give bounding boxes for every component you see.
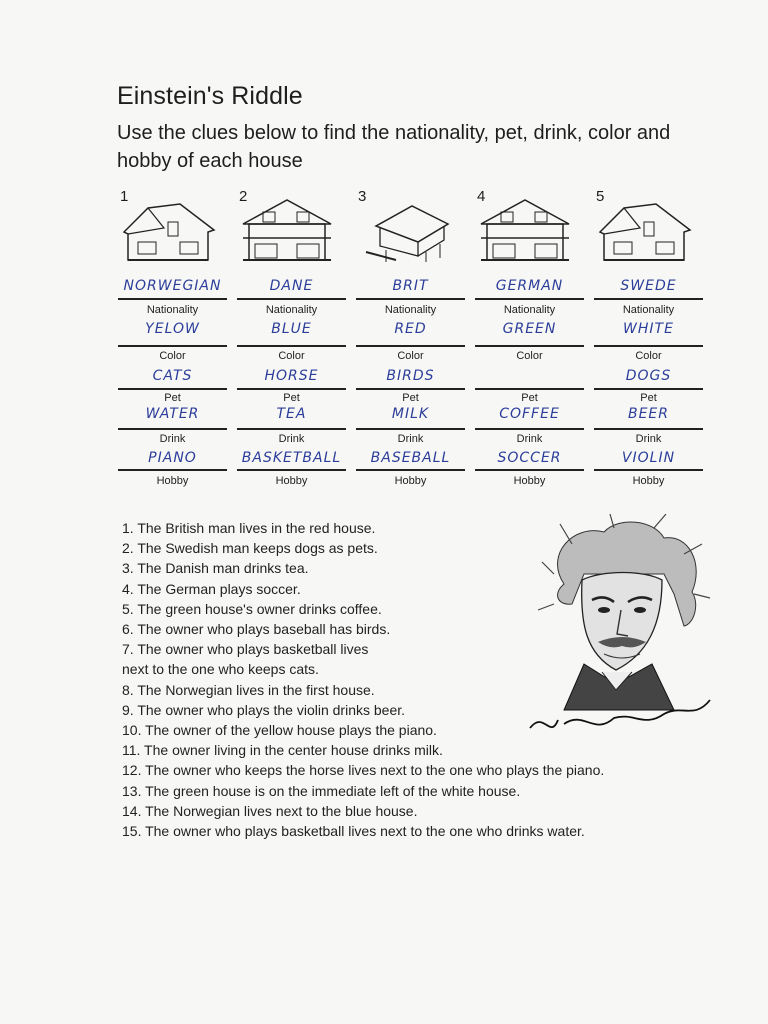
clue-item: 3. The Danish man drinks tea. [122, 560, 309, 577]
color-answer: GREEN [502, 321, 557, 337]
answer-line [356, 469, 465, 471]
answer-line [237, 469, 346, 471]
color-answer: YELOW [145, 321, 200, 337]
answer-line [118, 388, 227, 390]
house-number: 5 [596, 188, 605, 205]
answer-line [356, 428, 465, 430]
pet-answer: DOGS [625, 368, 672, 384]
house-icon [475, 194, 575, 264]
answer-line [356, 298, 465, 300]
pet-answer: BIRDS [386, 368, 435, 384]
answer-line [594, 298, 703, 300]
hobby-answer: SOCCER [497, 450, 562, 466]
answer-line [594, 469, 703, 471]
einstein-portrait [524, 514, 714, 744]
pet-label: Pet [283, 392, 300, 404]
pet-label: Pet [640, 392, 657, 404]
answer-line [237, 428, 346, 430]
drink-answer: MILK [391, 406, 430, 422]
color-answer: BLUE [271, 321, 312, 337]
color-label: Color [278, 350, 305, 362]
answer-line [118, 469, 227, 471]
hobby-label: Hobby [394, 475, 427, 487]
answer-line [594, 345, 703, 347]
drink-label: Drink [635, 433, 662, 445]
pet-answer [475, 368, 584, 390]
drink-label: Drink [159, 433, 186, 445]
clue-item: 5. The green house's owner drinks coffee. [122, 600, 382, 617]
house-number: 1 [120, 188, 129, 205]
house-icon [237, 194, 337, 264]
clue-item: 13. The green house is on the immediate left of the white house. [122, 782, 521, 799]
answer-line [594, 428, 703, 430]
clue-item: 12. The owner who keeps the horse lives next to the one who plays the piano. [122, 762, 605, 779]
page-title: Einstein's Riddle [117, 82, 303, 110]
clue-item: 9. The owner who plays the violin drinks beer. [122, 701, 406, 718]
answer-line [594, 388, 703, 390]
hobby-answer: PIANO [148, 450, 197, 466]
color-label: Color [635, 350, 662, 362]
house-column-2 [237, 186, 346, 496]
drink-answer: BEER [627, 406, 670, 422]
riddle-grid [118, 186, 704, 496]
nationality-label: Nationality [622, 304, 675, 316]
color-answer: WHITE [623, 321, 674, 337]
color-label: Color [397, 350, 424, 362]
house-icon [594, 194, 694, 264]
clue-item: 15. The owner who plays basketball lives next to the one who drinks water. [122, 823, 585, 840]
nationality-answer: SWEDE [620, 278, 677, 294]
hobby-answer: BASKETBALL [241, 450, 342, 466]
clue-item: 1. The British man lives in the red house. [122, 520, 376, 536]
hobby-label: Hobby [513, 475, 546, 487]
answer-line [475, 469, 584, 471]
pet-answer: CATS [152, 368, 193, 384]
pet-label: Pet [164, 392, 181, 404]
color-answer: RED [394, 321, 427, 337]
house-column-4 [475, 186, 584, 496]
drink-answer: TEA [276, 406, 307, 422]
house-number: 3 [358, 188, 367, 205]
clue-item: 8. The Norwegian lives in the first house. [122, 681, 375, 698]
clue-item: 6. The owner who plays baseball has birds. [122, 621, 391, 638]
hobby-answer: VIOLIN [621, 450, 676, 466]
clue-item: 7. The owner who plays basketball lives [122, 641, 369, 658]
nationality-label: Nationality [265, 304, 318, 316]
house-number: 4 [477, 188, 486, 205]
drink-label: Drink [516, 433, 543, 445]
answer-line [237, 388, 346, 390]
hobby-label: Hobby [275, 475, 308, 487]
pet-label: Pet [521, 392, 538, 404]
nationality-answer: BRIT [392, 278, 429, 294]
drink-label: Drink [278, 433, 305, 445]
nationality-answer: NORWEGIAN [123, 278, 222, 294]
nationality-answer: GERMAN [495, 278, 564, 294]
answer-line [475, 345, 584, 347]
answer-line [475, 388, 584, 390]
page-subtitle: Use the clues below to find the nationality, pet, drink, color and hobby of each house [117, 122, 671, 172]
pet-label: Pet [402, 392, 419, 404]
nationality-label: Nationality [503, 304, 556, 316]
house-column-3 [356, 186, 465, 496]
clue-item: 4. The German plays soccer. [122, 580, 301, 597]
house-column-1 [118, 186, 227, 496]
answer-line [118, 298, 227, 300]
answer-line [475, 298, 584, 300]
house-icon [118, 194, 218, 264]
nationality-answer: DANE [269, 278, 314, 294]
color-label: Color [159, 350, 186, 362]
answer-line [356, 345, 465, 347]
clue-item: next to the one who keeps cats. [122, 661, 319, 678]
clue-item: 2. The Swedish man keeps dogs as pets. [122, 540, 378, 557]
answer-line [237, 345, 346, 347]
answer-line [118, 345, 227, 347]
answer-line [237, 298, 346, 300]
house-number: 2 [239, 188, 248, 205]
answer-line [118, 428, 227, 430]
hobby-answer: BASEBALL [370, 450, 451, 466]
nationality-label: Nationality [146, 304, 199, 316]
house-icon [356, 194, 456, 264]
clue-item: 11. The owner living in the center house drinks milk. [122, 742, 443, 759]
drink-answer: WATER [145, 406, 200, 422]
hobby-label: Hobby [156, 475, 189, 487]
answer-line [356, 388, 465, 390]
clue-item: 10. The owner of the yellow house plays the piano. [122, 722, 437, 739]
pet-answer: HORSE [264, 368, 319, 384]
drink-answer: COFFEE [499, 406, 560, 422]
nationality-label: Nationality [384, 304, 437, 316]
house-column-5 [594, 186, 703, 496]
drink-label: Drink [397, 433, 424, 445]
answer-line [475, 428, 584, 430]
clue-item: 14. The Norwegian lives next to the blue house. [122, 802, 418, 819]
hobby-label: Hobby [632, 475, 665, 487]
color-label: Color [516, 350, 543, 362]
